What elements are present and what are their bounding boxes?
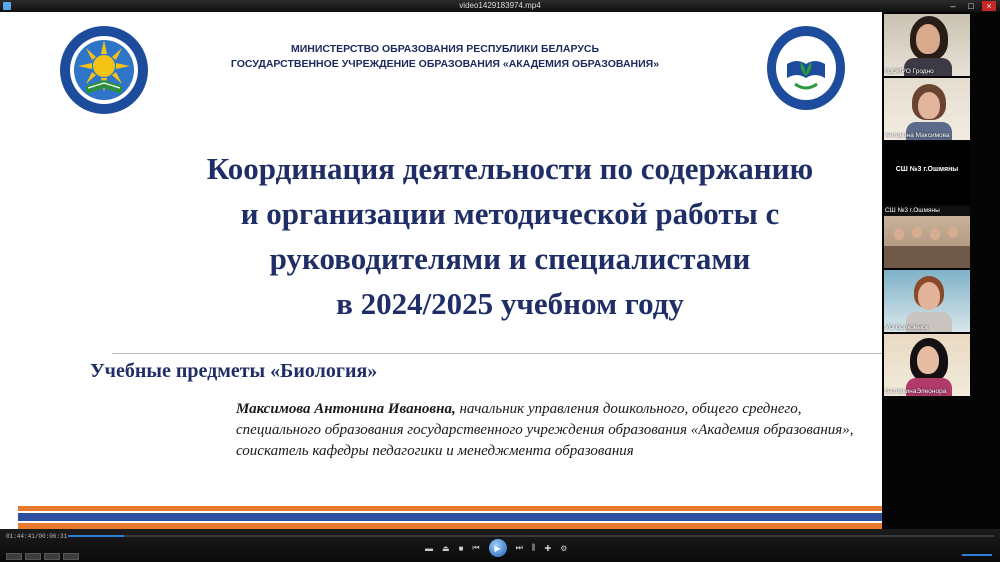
slide-title-line-3: руководителями и специалистами — [269, 241, 751, 276]
participant-label: ГрОИРО Гродно — [885, 68, 934, 75]
participant-tile[interactable] — [884, 206, 970, 268]
transport-buttons — [425, 539, 567, 557]
participant-tile[interactable] — [884, 14, 970, 76]
slide-title — [130, 146, 882, 326]
ministry-line-1: МИНИСТЕРСТВО ОБРАЗОВАНИЯ РЕСПУБЛИКИ БЕЛАРУСЬ — [290, 43, 600, 55]
stop-icon[interactable]: ■ — [458, 543, 464, 553]
author-info — [236, 399, 856, 462]
participant-tile[interactable] — [884, 270, 970, 332]
participant-label: Антонина Максимова — [885, 132, 950, 139]
belarus-ministry-emblem-icon — [58, 24, 150, 116]
seek-progress — [68, 535, 124, 537]
play-button[interactable]: ▶ — [489, 539, 507, 557]
participant-tile[interactable] — [884, 334, 970, 396]
playback-time: 01:44:41/00:06:31 — [6, 533, 68, 540]
slide-title-line-1: Координация деятельности по содержанию — [206, 151, 814, 186]
window-titlebar — [0, 0, 1000, 12]
participant-label: УО Волковыск — [885, 324, 929, 331]
next-icon[interactable]: ⏭ — [515, 543, 523, 552]
minimize-button[interactable]: – — [950, 1, 956, 11]
participant-tile[interactable] — [884, 78, 970, 140]
presentation-slide — [0, 12, 882, 529]
eject-icon[interactable]: ⏏ — [442, 543, 450, 553]
slide-title-line-4: в 2024/2025 учебном году — [336, 286, 684, 321]
participant-tile[interactable] — [884, 142, 970, 204]
author-role: начальник управления дошкольного, общего среднего, специального образования государственного учреждения образования «Академия образования», соискатель кафедры педагогики и менеджмента образования — [236, 401, 854, 459]
volume-slider[interactable] — [962, 554, 992, 556]
ministry-header — [170, 42, 720, 72]
participant-label: БатовкинаЭлеонора — [885, 388, 947, 395]
close-button[interactable]: × — [982, 1, 996, 11]
window-controls — [946, 1, 996, 11]
aspect-button[interactable] — [25, 553, 41, 560]
seek-bar[interactable] — [68, 535, 994, 537]
aspect-button[interactable] — [44, 553, 60, 560]
previous-icon[interactable]: ⏮ — [472, 543, 480, 552]
maximize-button[interactable]: □ — [968, 1, 974, 11]
screenshot-icon[interactable]: ▬ — [425, 543, 433, 553]
window-title: video1429183974.mp4 — [459, 1, 541, 10]
stripe-orange-top — [18, 506, 882, 511]
participants-panel — [882, 12, 1000, 529]
subject-heading: Учебные предметы «Биология» — [90, 360, 378, 382]
author-name: Максимова Антонина Ивановна, — [236, 401, 456, 417]
aspect-buttons — [6, 553, 79, 560]
equalizer-icon[interactable]: ⫼ — [531, 543, 536, 552]
aspect-button[interactable] — [63, 553, 79, 560]
player-controls — [0, 529, 1000, 562]
aspect-button[interactable] — [6, 553, 22, 560]
slide-title-line-2: и организации методической работы с — [240, 196, 780, 231]
academy-of-education-logo-icon — [765, 24, 847, 112]
participant-label: СШ №3 г.Ошмяны — [885, 207, 940, 214]
participant-name-placeholder: СШ №3 г.Ошмяны — [895, 166, 959, 173]
slide-footer-stripes — [18, 506, 882, 529]
slide-divider — [112, 353, 882, 354]
ministry-line-2: ГОСУДАРСТВЕННОЕ УЧРЕЖДЕНИЕ ОБРАЗОВАНИЯ «АКАДЕМИЯ ОБРАЗОВАНИЯ» — [230, 58, 660, 70]
subtitles-icon[interactable]: ✚ — [544, 543, 552, 553]
settings-icon[interactable]: ⚙ — [560, 543, 568, 553]
stripe-blue — [18, 513, 882, 521]
